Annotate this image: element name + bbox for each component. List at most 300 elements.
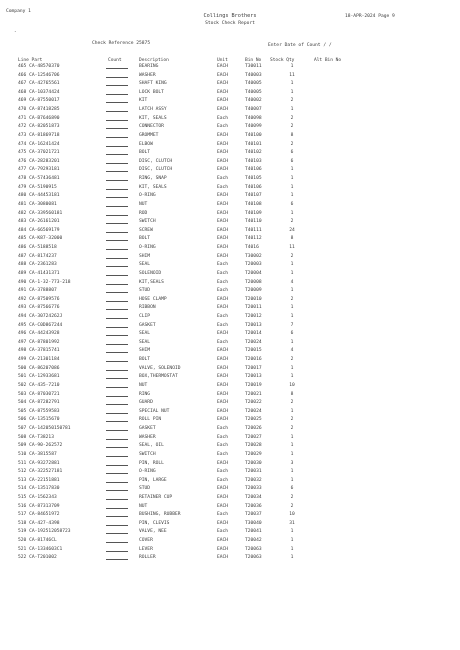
count-entry-line[interactable] [106,301,128,302]
description-cell: KIT,SEALS [139,279,164,285]
line-part-cell: 500 CA-86207086 [18,365,60,371]
description-cell: PIN, LARGE [139,477,167,483]
description-cell: O-RING [139,469,156,475]
bin-no-cell: T20003 [245,262,262,268]
unit-cell: EACH [217,382,229,388]
count-entry-line[interactable] [106,559,128,560]
unit-cell: EACH [217,555,229,561]
unit-cell: Each [217,124,229,130]
unit-cell: EACH [217,538,229,544]
stock-qty-cell: 10 [289,382,295,388]
description-cell: O-RING [139,245,156,251]
bin-no-cell: T20025 [245,417,262,423]
unit-cell: EACH [217,141,229,147]
stock-qty-cell: 11 [289,72,295,78]
table-row [0,495,460,504]
table-row [0,133,460,142]
count-entry-line[interactable] [106,180,128,181]
count-entry-line[interactable] [106,163,128,164]
unit-cell: Each [217,426,229,432]
description-cell: SHIM [139,348,151,354]
count-entry-line[interactable] [106,327,128,328]
table-row [0,202,460,211]
unit-cell: Each [217,451,229,457]
stock-qty-cell: 2 [290,400,294,406]
bin-no-cell: T4016 [245,245,259,251]
count-entry-line[interactable] [106,120,128,121]
description-cell: DISC, CLUTCH [139,158,173,164]
unit-cell: EACH [217,150,229,156]
stock-qty-cell: 11 [289,245,295,251]
line-part-cell: 479 CA-5190915 [18,184,57,190]
bin-no-cell: T20063 [245,555,262,561]
description-cell: KIT, SEALS [139,184,167,190]
count-entry-line[interactable] [106,137,128,138]
unit-cell: EACH [217,520,229,526]
check-reference: Check Reference 25875 [92,41,151,46]
description-cell: COVER [139,538,153,544]
table-row [0,538,460,547]
description-cell: BOLT [139,357,151,363]
count-entry-line[interactable] [106,102,128,103]
count-entry-line[interactable] [106,352,128,353]
count-entry-line[interactable] [106,128,128,129]
column-header-description: Description [139,58,169,63]
count-entry-line[interactable] [106,456,128,457]
line-part-cell: 513 CA-22151881 [18,477,60,483]
bin-no-cell: T40099 [245,124,262,130]
description-cell: RIBBON [139,305,156,311]
description-cell: GUARD [139,400,153,406]
line-part-cell: 481 CA-3080081 [18,201,57,207]
bin-no-cell: T20021 [245,391,262,397]
unit-cell: EACH [217,357,229,363]
unit-cell: EACH [217,391,229,397]
count-entry-line[interactable] [106,197,128,198]
count-entry-line[interactable] [106,292,128,293]
count-entry-line[interactable] [106,447,128,448]
stock-qty-cell: 1 [290,262,294,268]
description-cell: DISC, CLUTCH [139,167,173,173]
table-row [0,288,460,297]
unit-cell: Each [217,322,229,328]
table-row [0,357,460,366]
line-part-cell: 465 CA-48570370 [18,64,60,69]
table-row [0,280,460,289]
count-entry-line[interactable] [106,473,128,474]
unit-cell: EACH [217,167,229,173]
stock-qty-cell: 7 [290,322,294,328]
unit-cell: EACH [217,81,229,87]
unit-cell: EACH [217,227,229,233]
line-part-cell: 504 CA-87282791 [18,400,60,406]
unit-cell: Each [217,184,229,190]
unit-cell: EACH [217,305,229,311]
column-header-alt-bin-no: Alt Bin No [314,58,342,63]
table-row [0,547,460,556]
description-cell: NUT [139,503,148,509]
count-entry-line[interactable] [106,396,128,397]
stock-qty-cell: 2 [290,253,294,259]
bin-no-cell: T40007 [245,107,262,113]
count-entry-line[interactable] [106,387,128,388]
stock-qty-cell: 2 [290,219,294,225]
line-part-cell: 522 CA-T201002 [18,555,57,561]
line-part-cell: 478 CA-57436481 [18,176,60,182]
description-cell: GASKET [139,322,156,328]
bin-no-cell: T20027 [245,434,262,440]
unit-cell: EACH [217,158,229,164]
stock-qty-cell: 1 [290,64,294,69]
stock-qty-cell: 10 [289,512,295,518]
count-entry-line[interactable] [106,421,128,422]
description-cell: ROD [139,210,148,216]
count-entry-line[interactable] [106,344,128,345]
stock-qty-cell: 1 [290,313,294,319]
line-part-cell: 512 CA-322527181 [18,469,63,475]
description-cell: BOX,THERMOSTAT [139,374,178,380]
unit-cell: EACH [217,193,229,199]
count-entry-line[interactable] [106,171,128,172]
bin-no-cell: T20063 [245,546,262,552]
bin-no-cell: T20011 [245,305,262,311]
description-cell: STUD [139,288,151,294]
bin-no-cell: T20033 [245,486,262,492]
count-entry-line[interactable] [106,465,128,466]
bin-no-cell: T30040 [245,520,262,526]
bin-no-cell: T40005 [245,89,262,95]
column-header-bin-no: Bin No [245,58,262,63]
count-entry-line[interactable] [106,154,128,155]
table-row [0,469,460,478]
unit-cell: EACH [217,107,229,113]
unit-cell: EACH [217,132,229,138]
count-entry-line[interactable] [106,542,128,543]
unit-cell: EACH [217,348,229,354]
description-cell: STUD [139,486,151,492]
stock-qty-cell: 1 [290,529,294,535]
stock-qty-cell: 6 [290,331,294,337]
bin-no-cell: T20016 [245,357,262,363]
stock-qty-cell: 24 [289,227,295,233]
description-cell: RING, SNAP [139,176,167,182]
table-row [0,262,460,271]
bin-no-cell: T20008 [245,279,262,285]
count-entry-line[interactable] [106,404,128,405]
table-row [0,512,460,521]
bin-no-cell: T40106 [245,184,262,190]
line-part-cell: 517 CA-84651972 [18,512,60,518]
unit-cell: EACH [217,201,229,207]
line-part-cell: 492 CA-87509576 [18,296,60,302]
description-cell: LOCK BOLT [139,89,164,95]
count-entry-line[interactable] [106,275,128,276]
table-row [0,98,460,107]
description-cell: KIT [139,98,148,104]
table-row [0,305,460,314]
bin-no-cell: T20015 [245,348,262,354]
stock-qty-cell: 8 [290,236,294,242]
description-cell: SPECIAL NUT [139,408,170,414]
description-cell: HOSE CLAMP [139,296,167,302]
bin-no-cell: T20022 [245,400,262,406]
table-row [0,297,460,306]
table-row [0,116,460,125]
line-part-cell: 521 CA-1334603C1 [18,546,63,552]
unit-cell: Each [217,115,229,121]
stock-qty-cell: 2 [290,141,294,147]
table-row [0,435,460,444]
description-cell: NUT [139,382,148,388]
line-part-cell: 496 CA-44243928 [18,331,60,337]
bin-no-cell: T20030 [245,460,262,466]
bin-no-cell: T30011 [245,64,262,69]
stock-qty-cell: 4 [290,348,294,354]
count-entry-line[interactable] [106,370,128,371]
unit-cell: Each [217,313,229,319]
count-entry-line[interactable] [106,490,128,491]
count-entry-line[interactable] [106,533,128,534]
table-row [0,452,460,461]
table-row [0,167,460,176]
unit-cell: EACH [217,89,229,95]
bin-no-cell: T20024 [245,339,262,345]
line-part-cell: 506 CA-13515670 [18,417,60,423]
bin-no-cell: T40105 [245,176,262,182]
description-cell: RING [139,391,151,397]
stock-qty-cell: 2 [290,417,294,423]
bin-no-cell: T40112 [245,236,262,242]
count-entry-line[interactable] [106,249,128,250]
line-part-cell: 488 CA-2361283 [18,262,57,268]
count-entry-line[interactable] [106,189,128,190]
column-header-line-part: Line Part [18,58,43,63]
line-part-cell: 489 CA-41431371 [18,270,60,276]
line-part-cell: 470 CA-87418285 [18,107,60,113]
line-part-cell: 519 CA-192512058723 [18,529,71,535]
line-part-cell: 499 CA-21301184 [18,357,60,363]
count-entry-line[interactable] [106,266,128,267]
bin-no-cell: T20029 [245,451,262,457]
bin-no-cell: T40103 [245,158,262,164]
line-part-cell: 507 CA-142050150781 [18,426,71,432]
table-row [0,331,460,340]
table-row [0,73,460,82]
line-part-cell: 514 CA-13517830 [18,486,60,492]
bin-no-cell: T20026 [245,426,262,432]
description-cell: SWITCH [139,219,156,225]
unit-cell: Each [217,512,229,518]
count-entry-line[interactable] [106,223,128,224]
bin-no-cell: T20032 [245,477,262,483]
table-row [0,176,460,185]
stock-qty-cell: 2 [290,357,294,363]
line-part-cell: 471 CA-B7646890 [18,115,60,121]
stock-qty-cell: 2 [290,124,294,130]
count-entry-line[interactable] [106,499,128,500]
count-entry-line[interactable] [106,240,128,241]
count-entry-line[interactable] [106,111,128,112]
unit-cell: Each [217,262,229,268]
line-part-cell: 520 CA-81746CL [18,538,57,544]
bin-no-cell: T20024 [245,408,262,414]
count-entry-line[interactable] [106,361,128,362]
count-entry-line[interactable] [106,206,128,207]
line-part-cell: 468 CA-10374424 [18,89,60,95]
line-part-cell: 516 CA-87313709 [18,503,60,509]
description-cell: LATCH ASSY [139,107,167,113]
enter-date-of-count: Enter Date of Count / / [268,43,332,48]
bin-no-cell: T20019 [245,382,262,388]
bin-no-cell: T20042 [245,538,262,544]
table-row [0,392,460,401]
table-row [0,150,460,159]
table-row [0,64,460,73]
table-row [0,340,460,349]
table-row [0,529,460,538]
table-row [0,504,460,513]
unit-cell: Each [217,288,229,294]
stock-qty-cell: 1 [290,434,294,440]
count-entry-line[interactable] [106,232,128,233]
count-entry-line[interactable] [106,413,128,414]
line-part-cell: 491 CA-3788807 [18,288,57,294]
description-cell: BOLT [139,150,151,156]
table-row [0,478,460,487]
bin-no-cell: T40106 [245,167,262,173]
description-cell: RETAINER CUP [139,495,173,500]
count-entry-line[interactable] [106,94,128,95]
count-entry-line[interactable] [106,430,128,431]
line-part-cell: 503 CA-87030721 [18,391,60,397]
line-part-cell: 518 CA-427-4398 [18,520,60,526]
bin-no-cell: T40098 [245,115,262,121]
table-row [0,323,460,332]
count-entry-line[interactable] [106,378,128,379]
stock-qty-cell: 1 [290,193,294,199]
stock-qty-cell: 1 [290,546,294,552]
stock-qty-cell: 2 [290,503,294,509]
column-header-unit: Unit [217,58,228,63]
line-part-cell: 508 CA-T38213 [18,434,54,440]
stock-qty-cell: 1 [290,555,294,561]
line-part-cell: 501 CA-12933681 [18,374,60,380]
unit-cell: EACH [217,408,229,414]
count-entry-line[interactable] [106,215,128,216]
bin-no-cell: T40002 [245,98,262,104]
unit-cell: Each [217,279,229,285]
unit-cell: Each [217,434,229,440]
table-row [0,400,460,409]
count-entry-line[interactable] [106,68,128,69]
count-entry-line[interactable] [106,284,128,285]
stock-qty-cell: 1 [290,184,294,190]
line-part-cell: 497 CA-87801992 [18,339,60,345]
count-entry-line[interactable] [106,318,128,319]
count-entry-line[interactable] [106,508,128,509]
table-row [0,236,460,245]
date-page-label: 18-APR-2024 Page 9 [345,14,395,19]
count-entry-line[interactable] [106,525,128,526]
stock-qty-cell: 1 [290,365,294,371]
bin-no-cell: T20004 [245,270,262,276]
line-part-cell: 493 CA-87566776 [18,305,60,311]
count-entry-line[interactable] [106,335,128,336]
count-entry-line[interactable] [106,482,128,483]
company-label: Company 1 [6,9,31,14]
unit-cell: EACH [217,503,229,509]
bin-no-cell: T20034 [245,495,262,500]
table-row [0,245,460,254]
unit-cell: EACH [217,236,229,242]
count-entry-line[interactable] [106,146,128,147]
line-part-cell: 485 CA-K87-32000 [18,236,63,242]
stock-qty-cell: 6 [290,158,294,164]
bin-no-cell: T40111 [245,227,262,233]
stock-qty-cell: 1 [290,451,294,457]
unit-cell: EACH [217,64,229,69]
count-entry-line[interactable] [106,258,128,259]
table-row [0,81,460,90]
table-row [0,348,460,357]
report-subtitle: Stock Check Report [205,21,255,26]
stock-qty-cell: 3 [290,460,294,466]
count-entry-line[interactable] [106,551,128,552]
description-cell: KIT, SEALS [139,115,167,121]
description-cell: CONNECTOR [139,124,164,130]
count-entry-line[interactable] [106,77,128,78]
table-row [0,426,460,435]
line-part-cell: 510 CA-3815587 [18,451,57,457]
stock-qty-cell: 6 [290,201,294,207]
bin-no-cell: T20041 [245,529,262,535]
stock-qty-cell: 2 [290,115,294,121]
stock-qty-cell: 1 [290,374,294,380]
bin-no-cell: T20012 [245,313,262,319]
line-part-cell: 469 CA-87550017 [18,98,60,104]
bin-no-cell: T40100 [245,132,262,138]
count-entry-line[interactable] [106,309,128,310]
unit-cell: EACH [217,486,229,492]
table-row [0,409,460,418]
table-row [0,90,460,99]
description-cell: SEAL [139,331,151,337]
count-entry-line[interactable] [106,85,128,86]
table-row [0,314,460,323]
line-part-cell: 511 CA-93272881 [18,460,60,466]
bin-no-cell: T40107 [245,193,262,199]
line-part-cell: 473 CA-81869718 [18,132,60,138]
bin-no-cell: T40108 [245,201,262,207]
stock-qty-cell: 1 [290,469,294,475]
unit-cell: EACH [217,365,229,371]
line-part-cell: 480 CA-44453181 [18,193,60,199]
stock-qty-cell: 1 [290,176,294,182]
count-entry-line[interactable] [106,439,128,440]
bin-no-cell: T20013 [245,374,262,380]
table-row [0,443,460,452]
stock-qty-cell: 1 [290,270,294,276]
description-cell: BUSHING, RUBBER [139,512,181,518]
count-entry-line[interactable] [106,516,128,517]
description-cell: ROLLER [139,555,156,561]
bin-no-cell: T30002 [245,253,262,259]
bin-no-cell: T40101 [245,141,262,147]
bin-no-cell: T20014 [245,331,262,337]
description-cell: ELBOW [139,141,153,147]
column-header-count: Count [108,58,122,63]
stock-qty-cell: 1 [290,305,294,311]
